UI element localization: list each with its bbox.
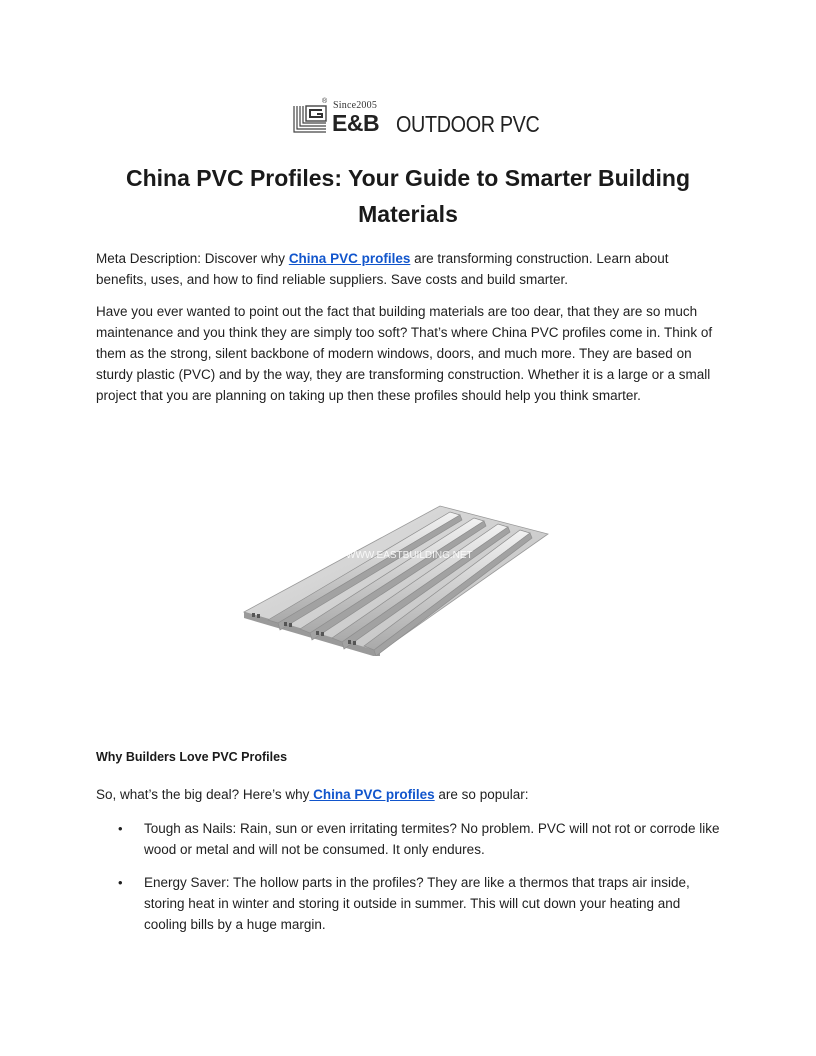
bullet-icon: •	[118, 875, 123, 890]
list-item-text: Energy Saver: The hollow parts in the profiles? They are like a thermos that traps air inside, storing heat in winter and storing it outside in summer. This will cut down your heating and cooling bills by a huge margin.	[144, 875, 690, 932]
page-title: China PVC Profiles: Your Guide to Smarter Building Materials	[126, 165, 690, 227]
image-watermark: WWW.EASTBUILDING.NET	[346, 550, 473, 561]
benefit-list	[96, 818, 722, 947]
china-pvc-profiles-link[interactable]: China PVC profiles	[288, 251, 411, 266]
list-item	[96, 818, 722, 860]
bullet-icon: •	[118, 821, 123, 836]
china-pvc-profiles-link-2[interactable]: China PVC profiles	[309, 787, 435, 802]
logo-registered-mark: ®	[322, 98, 328, 105]
so-paragraph	[96, 784, 722, 805]
meta-prefix: Meta Description: Discover why	[96, 251, 289, 266]
logo-brand: E&B	[332, 110, 380, 136]
logo-since: Since2005	[333, 100, 378, 111]
so-suffix: are so popular:	[434, 787, 529, 802]
so-prefix: So, what’s the big deal? Here’s why	[96, 787, 310, 802]
section-heading: Why Builders Love PVC Profiles	[96, 750, 288, 764]
meta-suffix: are transforming construction. Learn about benefits, uses, and how to find reliable suppliers. Save costs and build smarter.	[96, 251, 669, 287]
logo-tagline: OUTDOOR PVC	[396, 111, 540, 137]
logo-mark-icon	[292, 102, 330, 136]
intro-paragraph: Have you ever wanted to point out the fact that building materials are too dear, that they are so much maintenance and you think they are simply too soft? That’s where China PVC profiles come in. Think of them as the strong, silent backbone of modern windows, doors, and much more. They are based on sturdy plastic (PVC) and by the way, they are transforming construction. Whether it is a large or a small project that you are planning on taking up then these profiles should help you think smarter.	[96, 304, 713, 403]
list-item-text: Tough as Nails: Rain, sun or even irritating termites? No problem. PVC will not rot or corrode like wood or metal and will not be consumed. It only endures.	[144, 821, 720, 857]
list-item	[96, 872, 722, 935]
meta-description	[96, 248, 722, 290]
pvc-panel-image	[240, 496, 552, 656]
brand-logo	[292, 98, 540, 138]
